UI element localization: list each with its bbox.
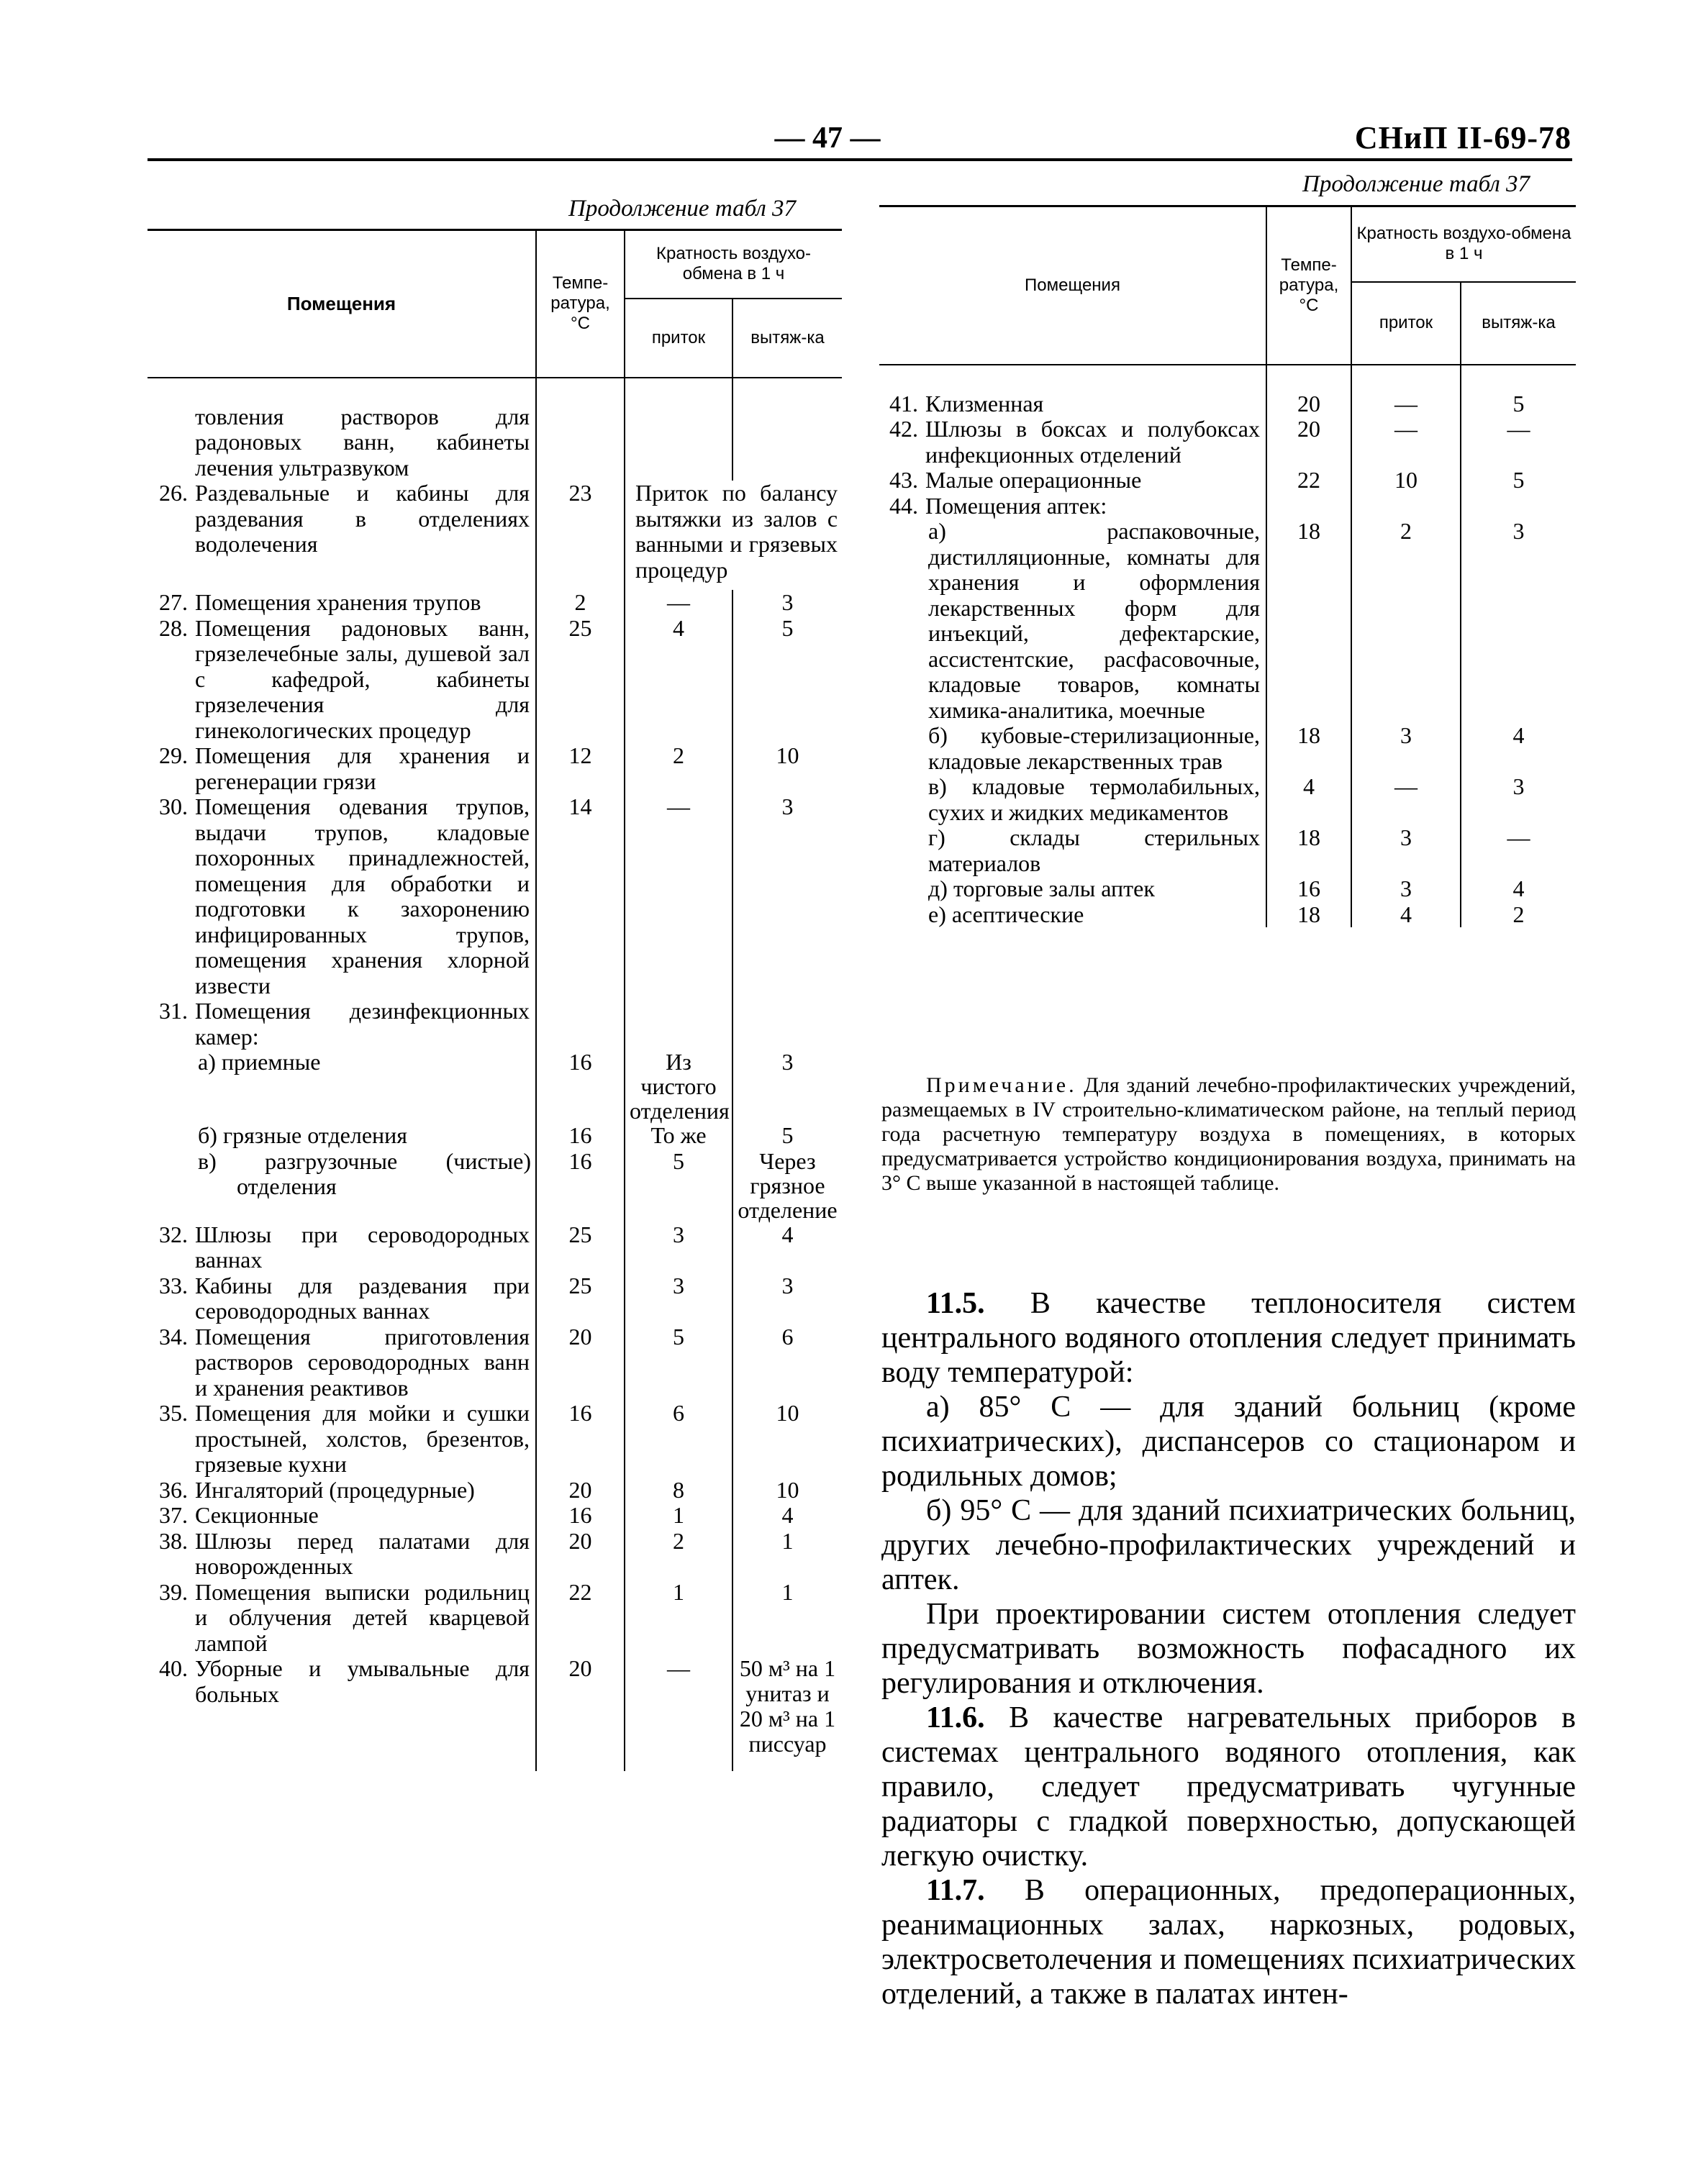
table-row bbox=[879, 723, 1576, 774]
room-name: б) кубовые-стерилизационные, кладовые лекарственных трав bbox=[928, 722, 1260, 774]
table-row bbox=[148, 1478, 842, 1503]
temperature-value: 18 bbox=[1266, 825, 1351, 876]
temperature-value: 16 bbox=[536, 1149, 625, 1222]
paragraph-11-6 bbox=[881, 1701, 1576, 1873]
temperature-value: 20 bbox=[536, 1656, 625, 1771]
ventilation-table-right bbox=[879, 205, 1576, 927]
exhaust-value: 3 bbox=[732, 794, 842, 998]
supply-value: 4 bbox=[625, 616, 732, 744]
table-row bbox=[148, 1656, 842, 1771]
col-header-rooms: Помещения bbox=[148, 230, 536, 378]
document-code: СНиП II-69-78 bbox=[1354, 120, 1571, 155]
temperature-value: 18 bbox=[1266, 519, 1351, 723]
table-row bbox=[148, 1580, 842, 1657]
table-row bbox=[879, 876, 1576, 902]
row-number: 28. bbox=[159, 614, 188, 641]
exhaust-value: Через грязное отделение bbox=[732, 1149, 842, 1222]
room-name: Ингаляторий (процедурные) bbox=[195, 1476, 475, 1503]
table-row bbox=[148, 404, 842, 481]
supply-value: 2 bbox=[625, 743, 732, 794]
room-name: Помещения для хранения и регенерации грязи bbox=[195, 742, 530, 794]
table-row bbox=[879, 493, 1576, 519]
supply-value: — bbox=[625, 794, 732, 998]
row-number: 34. bbox=[159, 1323, 188, 1350]
room-name-line: отделения bbox=[237, 1173, 337, 1199]
exhaust-value: 3 bbox=[732, 590, 842, 616]
row-number: 31. bbox=[159, 998, 188, 1024]
temperature-value: 12 bbox=[536, 743, 625, 794]
temperature-value: 25 bbox=[536, 1222, 625, 1273]
temperature-value: 16 bbox=[536, 1503, 625, 1529]
temperature-value: 23 bbox=[536, 481, 625, 590]
col-header-supply: приток bbox=[1351, 282, 1461, 365]
exhaust-value: 2 bbox=[1461, 902, 1576, 928]
table-row bbox=[879, 902, 1576, 928]
exhaust-value: 5 bbox=[1461, 391, 1576, 417]
exhaust-value: 6 bbox=[732, 1324, 842, 1401]
row-number: 43. bbox=[889, 467, 918, 493]
temperature-value: 20 bbox=[1266, 417, 1351, 468]
paragraph-11-5 bbox=[881, 1286, 1576, 1390]
supply-value: — bbox=[625, 1656, 732, 1771]
col-header-supply: приток bbox=[625, 299, 732, 378]
room-name: а) распаковочные, дистилляционные, комнаты для хранения и оформления лекарственных форм для инъекций, дефектарские, ассистентские, расфасовочные, кладовые товаров, комнаты химика-аналитика, моечные bbox=[928, 518, 1260, 723]
exhaust-value: 4 bbox=[1461, 876, 1576, 902]
row-number: 27. bbox=[159, 589, 188, 615]
supply-value: 5 bbox=[625, 1324, 732, 1401]
row-number: 38. bbox=[159, 1527, 188, 1554]
temperature-value: 20 bbox=[536, 1529, 625, 1580]
exhaust-value: — bbox=[1461, 825, 1576, 876]
table-row bbox=[148, 743, 842, 794]
col-header-temperature: Темпе-ратура, °С bbox=[1266, 206, 1351, 365]
row-number: 30. bbox=[159, 793, 188, 819]
exhaust-value: 10 bbox=[732, 743, 842, 794]
room-name: Секционные bbox=[195, 1502, 319, 1528]
exhaust-value: 50 м³ на 1 унитаз и 20 м³ на 1 писсуар bbox=[732, 1656, 842, 1771]
room-name: Помещения одевания трупов, выдачи трупов, кладовые похоронных принадлежностей, помещения для обработки и подготовки к захоронению инфицированных трупов, помещения хранения хлорной извести bbox=[195, 793, 530, 998]
supply-value: — bbox=[1351, 391, 1461, 417]
col-header-air-exchange: Кратность воздухо-обмена в 1 ч bbox=[1351, 206, 1576, 282]
temperature-value: 14 bbox=[536, 794, 625, 998]
table-continuation-label-left: Продолжение табл 37 bbox=[568, 196, 796, 222]
room-name: Клизменная bbox=[925, 390, 1044, 417]
temperature-value: 16 bbox=[536, 1123, 625, 1149]
col-header-exhaust: вытяж-ка bbox=[1461, 282, 1576, 365]
table-row bbox=[148, 998, 842, 1050]
paragraph-number: 11.5. bbox=[926, 1287, 985, 1320]
paragraph-text: В операционных, предоперационных, реанимационных залах, наркозных, родовых, электросветолечения и помещениях психиатрических отделений, а также в палатах интен- bbox=[881, 1874, 1577, 2011]
table-row bbox=[148, 1149, 842, 1222]
row-number: 35. bbox=[159, 1400, 188, 1426]
supply-value: 3 bbox=[1351, 723, 1461, 774]
room-name-line: в) разгрузочные (чистые) bbox=[198, 1147, 531, 1174]
temperature-value: 22 bbox=[1266, 468, 1351, 493]
row-number: 42. bbox=[889, 416, 918, 442]
paragraph-11-5-heating: При проектировании систем отопления следует предусматривать возможность пофасадного их регулирования и отключения. bbox=[881, 1598, 1576, 1700]
row-number: 37. bbox=[159, 1502, 188, 1528]
paragraph-text: В качестве теплоносителя систем центрального водяного отопления следует принимать воду температурой: bbox=[881, 1287, 1576, 1389]
supply-value: — bbox=[1351, 417, 1461, 468]
supply-value: 4 bbox=[1351, 902, 1461, 928]
temperature-value: 16 bbox=[536, 1401, 625, 1478]
ventilation-table-left bbox=[148, 229, 842, 1771]
room-name: Шлюзы перед палатами для новорожденных bbox=[195, 1527, 530, 1579]
table-row bbox=[879, 774, 1576, 825]
table-row bbox=[879, 417, 1576, 468]
row-number: 44. bbox=[889, 492, 918, 519]
row-number: 41. bbox=[889, 390, 918, 417]
temperature-value: 22 bbox=[536, 1580, 625, 1657]
table-row bbox=[148, 1273, 842, 1324]
room-name: б) грязные отделения bbox=[198, 1122, 408, 1148]
temperature-value: 25 bbox=[536, 616, 625, 744]
supply-value: 3 bbox=[625, 1273, 732, 1324]
exhaust-value: 5 bbox=[1461, 468, 1576, 493]
supply-value: 3 bbox=[1351, 876, 1461, 902]
note-heading: Примечание. bbox=[926, 1073, 1077, 1097]
table-row bbox=[148, 590, 842, 616]
exhaust-value: 1 bbox=[732, 1529, 842, 1580]
temperature-value: 4 bbox=[1266, 774, 1351, 825]
paragraph-number: 11.7. bbox=[926, 1874, 985, 1907]
supply-value: Из чистого отделения bbox=[625, 1050, 732, 1123]
supply-value: 5 bbox=[625, 1149, 732, 1222]
paragraph-text: В качестве нагревательных приборов в системах центрального водяного отопления, как правило, следует предусматривать чугунные радиаторы с гладкой поверхностью, допускающей легкую очистку. bbox=[881, 1701, 1576, 1873]
temperature-value: 20 bbox=[1266, 391, 1351, 417]
supply-value: 1 bbox=[625, 1580, 732, 1657]
temperature-value: 20 bbox=[536, 1324, 625, 1401]
exhaust-value: 5 bbox=[732, 616, 842, 744]
table-row bbox=[148, 1529, 842, 1580]
exhaust-value: 1 bbox=[732, 1580, 842, 1657]
paragraph-11-5-b: б) 95° С — для зданий психиатрических больниц, других лечебно-профилактических учреждений и аптек. bbox=[881, 1494, 1576, 1596]
exhaust-value: 3 bbox=[1461, 519, 1576, 723]
row-number: 29. bbox=[159, 742, 188, 768]
air-exchange-note: Приток по балансу вытяжки из залов с ванными и грязевых процедур bbox=[625, 481, 842, 590]
table-row bbox=[879, 519, 1576, 723]
room-name bbox=[191, 1149, 536, 1222]
room-name: Помещения радоновых ванн, грязелечебные залы, душевой зал с кафедрой, кабинеты грязелечения для гинекологических процедур bbox=[195, 614, 530, 743]
room-name: Помещения хранения трупов bbox=[195, 589, 481, 615]
room-name: Помещения аптек: bbox=[925, 492, 1107, 519]
page-number: — 47 — bbox=[774, 122, 881, 155]
supply-value: — bbox=[625, 590, 732, 616]
room-name: Уборные и умывальные для больных bbox=[195, 1655, 530, 1707]
room-name: Помещения выписки родильниц и облучения детей кварцевой лампой bbox=[195, 1578, 530, 1656]
room-name: Помещения дезинфекционных камер: bbox=[195, 998, 530, 1050]
supply-value: То же bbox=[625, 1123, 732, 1149]
temperature-value: 18 bbox=[1266, 723, 1351, 774]
table-row bbox=[148, 616, 842, 744]
room-name: в) кладовые термолабильных, сухих и жидких медикаментов bbox=[928, 773, 1260, 825]
room-name: г) склады стерильных материалов bbox=[928, 824, 1260, 876]
table-row bbox=[148, 1401, 842, 1478]
table-note bbox=[881, 1073, 1576, 1196]
table-row bbox=[148, 1123, 842, 1149]
col-header-exhaust: вытяж-ка bbox=[732, 299, 842, 378]
row-number: 26. bbox=[159, 480, 188, 506]
exhaust-value: — bbox=[1461, 417, 1576, 468]
room-name: Помещения для мойки и сушки простыней, холстов, брезентов, грязевые кухни bbox=[195, 1400, 530, 1477]
supply-value: 3 bbox=[1351, 825, 1461, 876]
temperature-value: 25 bbox=[536, 1273, 625, 1324]
col-header-temperature: Темпе-ратура, °С bbox=[536, 230, 625, 378]
exhaust-value: 5 bbox=[732, 1123, 842, 1149]
supply-value: 1 bbox=[625, 1503, 732, 1529]
room-name: Шлюзы при сероводородных ваннах bbox=[195, 1221, 530, 1273]
table-row bbox=[148, 1503, 842, 1529]
table-row bbox=[879, 468, 1576, 493]
table-continuation-label-right: Продолжение табл 37 bbox=[1302, 171, 1530, 197]
paragraph-11-5-a: а) 85° С — для зданий больниц (кроме психиатрических), диспансеров со стационаром и родильных домов; bbox=[881, 1391, 1576, 1493]
table-row bbox=[148, 1222, 842, 1273]
row-number: 33. bbox=[159, 1272, 188, 1298]
exhaust-value: 4 bbox=[1461, 723, 1576, 774]
temperature-value: 20 bbox=[536, 1478, 625, 1503]
table-row bbox=[879, 825, 1576, 876]
room-name: Малые операционные bbox=[925, 467, 1142, 493]
paragraph-11-7 bbox=[881, 1873, 1576, 2011]
supply-value: 3 bbox=[625, 1222, 732, 1273]
room-name: Раздевальные и кабины для раздевания в отделениях водолечения bbox=[195, 480, 530, 557]
exhaust-value: 3 bbox=[732, 1273, 842, 1324]
paragraph-number: 11.6. bbox=[926, 1701, 985, 1734]
room-name: Помещения приготовления растворов сероводородных ванн и хранения реактивов bbox=[195, 1323, 530, 1401]
table-row bbox=[148, 1324, 842, 1401]
col-header-rooms: Помещения bbox=[879, 206, 1266, 365]
supply-value: 2 bbox=[625, 1529, 732, 1580]
col-header-air-exchange: Кратность воздухо-обмена в 1 ч bbox=[625, 230, 842, 299]
room-name: а) приемные bbox=[198, 1049, 321, 1075]
supply-value: 8 bbox=[625, 1478, 732, 1503]
row-number: 40. bbox=[159, 1655, 188, 1681]
temperature-value: 16 bbox=[1266, 876, 1351, 902]
exhaust-value: 4 bbox=[732, 1503, 842, 1529]
exhaust-value: 10 bbox=[732, 1401, 842, 1478]
row-number: 32. bbox=[159, 1221, 188, 1247]
exhaust-value: 3 bbox=[1461, 774, 1576, 825]
room-name: е) асептические bbox=[928, 901, 1084, 927]
row-number: 36. bbox=[159, 1476, 188, 1503]
temperature-value: 16 bbox=[536, 1050, 625, 1123]
temperature-value: 2 bbox=[536, 590, 625, 616]
table-row bbox=[148, 794, 842, 998]
temperature-value: 18 bbox=[1266, 902, 1351, 928]
supply-value: 10 bbox=[1351, 468, 1461, 493]
exhaust-value: 3 bbox=[732, 1050, 842, 1123]
table-row bbox=[148, 1050, 842, 1123]
row-number: 39. bbox=[159, 1578, 188, 1605]
header-rule bbox=[148, 158, 1572, 161]
supply-value: 2 bbox=[1351, 519, 1461, 723]
room-name: д) торговые залы аптек bbox=[928, 875, 1155, 901]
table-row bbox=[148, 481, 842, 590]
supply-value: 6 bbox=[625, 1401, 732, 1478]
note-text: Для зданий лечебно-профилактических учреждений, размещаемых в IV строительно-климатическом районе, на теплый период года расчетную температуру воздуха в помещениях, в которых предусматривается устройство кондиционирования воздуха, принимать на 3° С выше указанной в настоящей таблице. bbox=[881, 1073, 1577, 1195]
exhaust-value: 10 bbox=[732, 1478, 842, 1503]
room-name: Кабины для раздевания при сероводородных ваннах bbox=[195, 1272, 530, 1324]
supply-value: — bbox=[1351, 774, 1461, 825]
room-name: товления растворов для радоновых ванн, кабинеты лечения ультразвуком bbox=[195, 403, 530, 481]
table-row bbox=[879, 391, 1576, 417]
room-name: Шлюзы в боксах и полубоксах инфекционных отделений bbox=[925, 416, 1260, 468]
exhaust-value: 4 bbox=[732, 1222, 842, 1273]
